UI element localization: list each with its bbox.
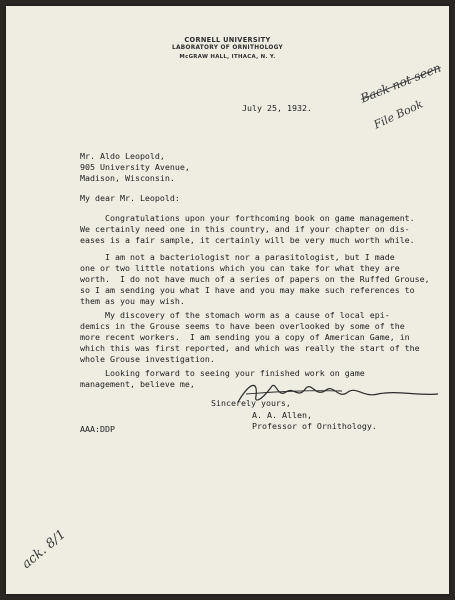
body-paragraph-2: I am not a bacteriologist nor a parasitologist, but I made one or two little notations which you can take for what they are worth. I do not have much of a series of papers on the Ruffed Grouse, so I am sending you what I have and you may make such references to them as you may wish. bbox=[80, 252, 430, 306]
body-paragraph-3: My discovery of the stomach worm as a cause of local epi- demics in the Grouse seems to have been overlooked by some of the more recent workers. I am sending you a copy of American Game, in which this was first reported, and which was really the start of the whole Grouse investigation. bbox=[80, 310, 420, 364]
signer-title: Professor of Ornithology. bbox=[252, 421, 377, 431]
signer-name: A. A. Allen, bbox=[252, 410, 312, 420]
recipient-name: Mr. Aldo Leopold, bbox=[80, 151, 165, 161]
letter-date: July 25, 1932. bbox=[242, 103, 312, 113]
annotation-ack: ack. 8/1 bbox=[19, 527, 69, 572]
letterhead-org: CORNELL UNIVERSITY bbox=[184, 36, 271, 44]
recipient-city: Madison, Wisconsin. bbox=[80, 173, 175, 183]
signature-image bbox=[232, 378, 442, 408]
letter-page bbox=[6, 6, 449, 594]
annotation-file-book: File Book bbox=[371, 97, 425, 132]
recipient-street: 905 University Avenue, bbox=[80, 162, 190, 172]
body-paragraph-4: Looking forward to seeing your finished work on game management, believe me, bbox=[80, 368, 365, 389]
reference-initials: AAA:DDP bbox=[80, 424, 115, 434]
letterhead-address: McGRAW HALL, ITHACA, N. Y. bbox=[179, 54, 276, 60]
letterhead-dept: LABORATORY OF ORNITHOLOGY bbox=[171, 45, 284, 51]
salutation: My dear Mr. Leopold: bbox=[80, 193, 180, 203]
body-paragraph-1: Congratulations upon your forthcoming book on game management. We certainly need one in this country, and if your chapter on dis- eases is a fair sample, it certainly will be very much worth while. bbox=[80, 213, 415, 245]
closing: Sincerely yours, bbox=[211, 398, 291, 408]
annotation-back-not-seen: Back not seen bbox=[358, 60, 443, 106]
